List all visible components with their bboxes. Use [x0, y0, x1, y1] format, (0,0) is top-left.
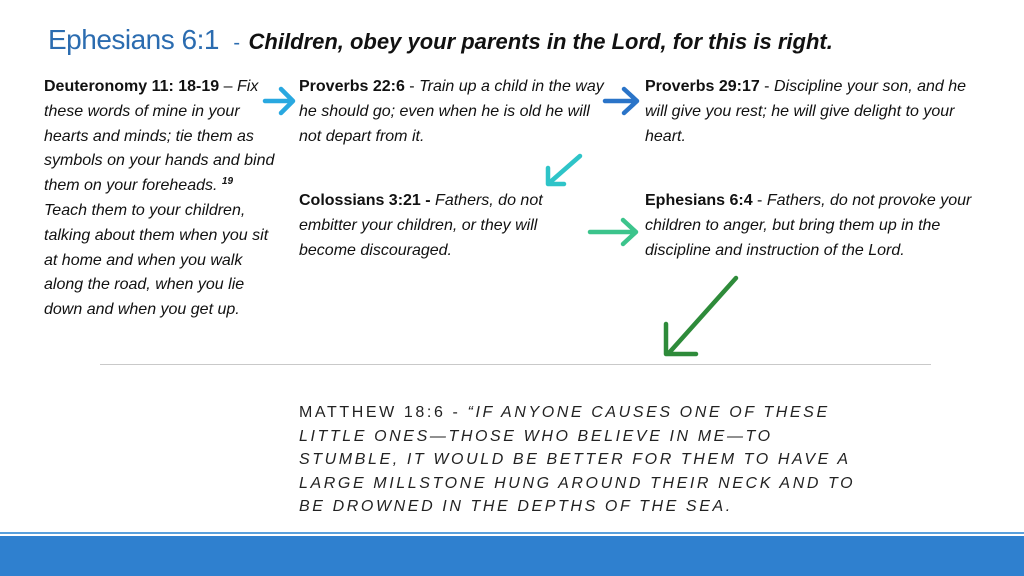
verse-number: 19	[221, 176, 234, 188]
passage-matthew-18-6	[299, 401, 879, 519]
passage-ref: Ephesians 6:4	[645, 192, 753, 209]
passage-ephesians-6-4	[645, 189, 1005, 263]
passage-ref: Deuteronomy 11: 18-19	[44, 78, 220, 95]
arrow-down-left-icon	[540, 150, 584, 190]
passage-dash: -	[752, 192, 767, 209]
passage-proverbs-29-17	[645, 75, 975, 149]
footer-bar	[0, 536, 1024, 576]
passage-dash: -	[759, 78, 774, 95]
passage-dash: -	[445, 404, 468, 421]
passage-proverbs-22-6	[299, 75, 609, 149]
passage-ref: MATTHEW 18:6	[299, 404, 446, 421]
passage-text: Teach them to your children, talking about them when you sit at home and when you walk along the road, when you lie down and when you get up.	[44, 201, 269, 319]
slide-title	[48, 24, 833, 56]
passage-text: Fix these words of mine in your hearts and minds; tie them as symbols on your hands and bind them on your foreheads.	[44, 78, 275, 195]
passage-dash: -	[420, 192, 436, 209]
arrow-down-left-icon	[656, 272, 742, 362]
footer-accent-line	[0, 532, 1024, 534]
title-separator: -	[233, 32, 241, 54]
passage-text: Discipline your son, and he will give you rest; he will give delight to your heart.	[645, 78, 967, 145]
title-reference: Ephesians 6:1	[48, 24, 219, 55]
passage-deuteronomy	[44, 75, 280, 323]
passage-text: Train up a child in the way he should go; even when he is old he will not depart from it.	[299, 78, 604, 145]
passage-ref: Proverbs 22:6	[299, 78, 405, 95]
passage-text: Fathers, do not provoke your children to anger, but bring them up in the discipline and instruction of the Lord.	[645, 192, 972, 259]
arrow-right-icon	[262, 84, 298, 118]
passage-ref: Proverbs 29:17	[645, 78, 760, 95]
divider	[100, 364, 931, 365]
arrow-right-icon	[587, 215, 641, 249]
passage-dash: -	[404, 78, 420, 95]
passage-dash: –	[219, 78, 233, 95]
title-quote: Children, obey your parents in the Lord, for this is right.	[248, 29, 833, 54]
passage-text: “IF ANYONE CAUSES ONE OF THESE LITTLE ONES—THOSE WHO BELIEVE IN ME—TO STUMBLE, IT WOULD BE BETTER FOR THEM TO HAVE A LARGE MILLSTONE HUNG AROUND THEIR NECK AND TO BE DROWNED IN THE DEPTHS OF THE SEA.	[299, 404, 856, 516]
passage-colossians-3-21	[299, 189, 589, 263]
passage-ref: Colossians 3:21	[299, 192, 421, 209]
passage-text: Fathers, do not embitter your children, or they will become discouraged.	[299, 192, 543, 259]
arrow-right-icon	[602, 84, 642, 118]
